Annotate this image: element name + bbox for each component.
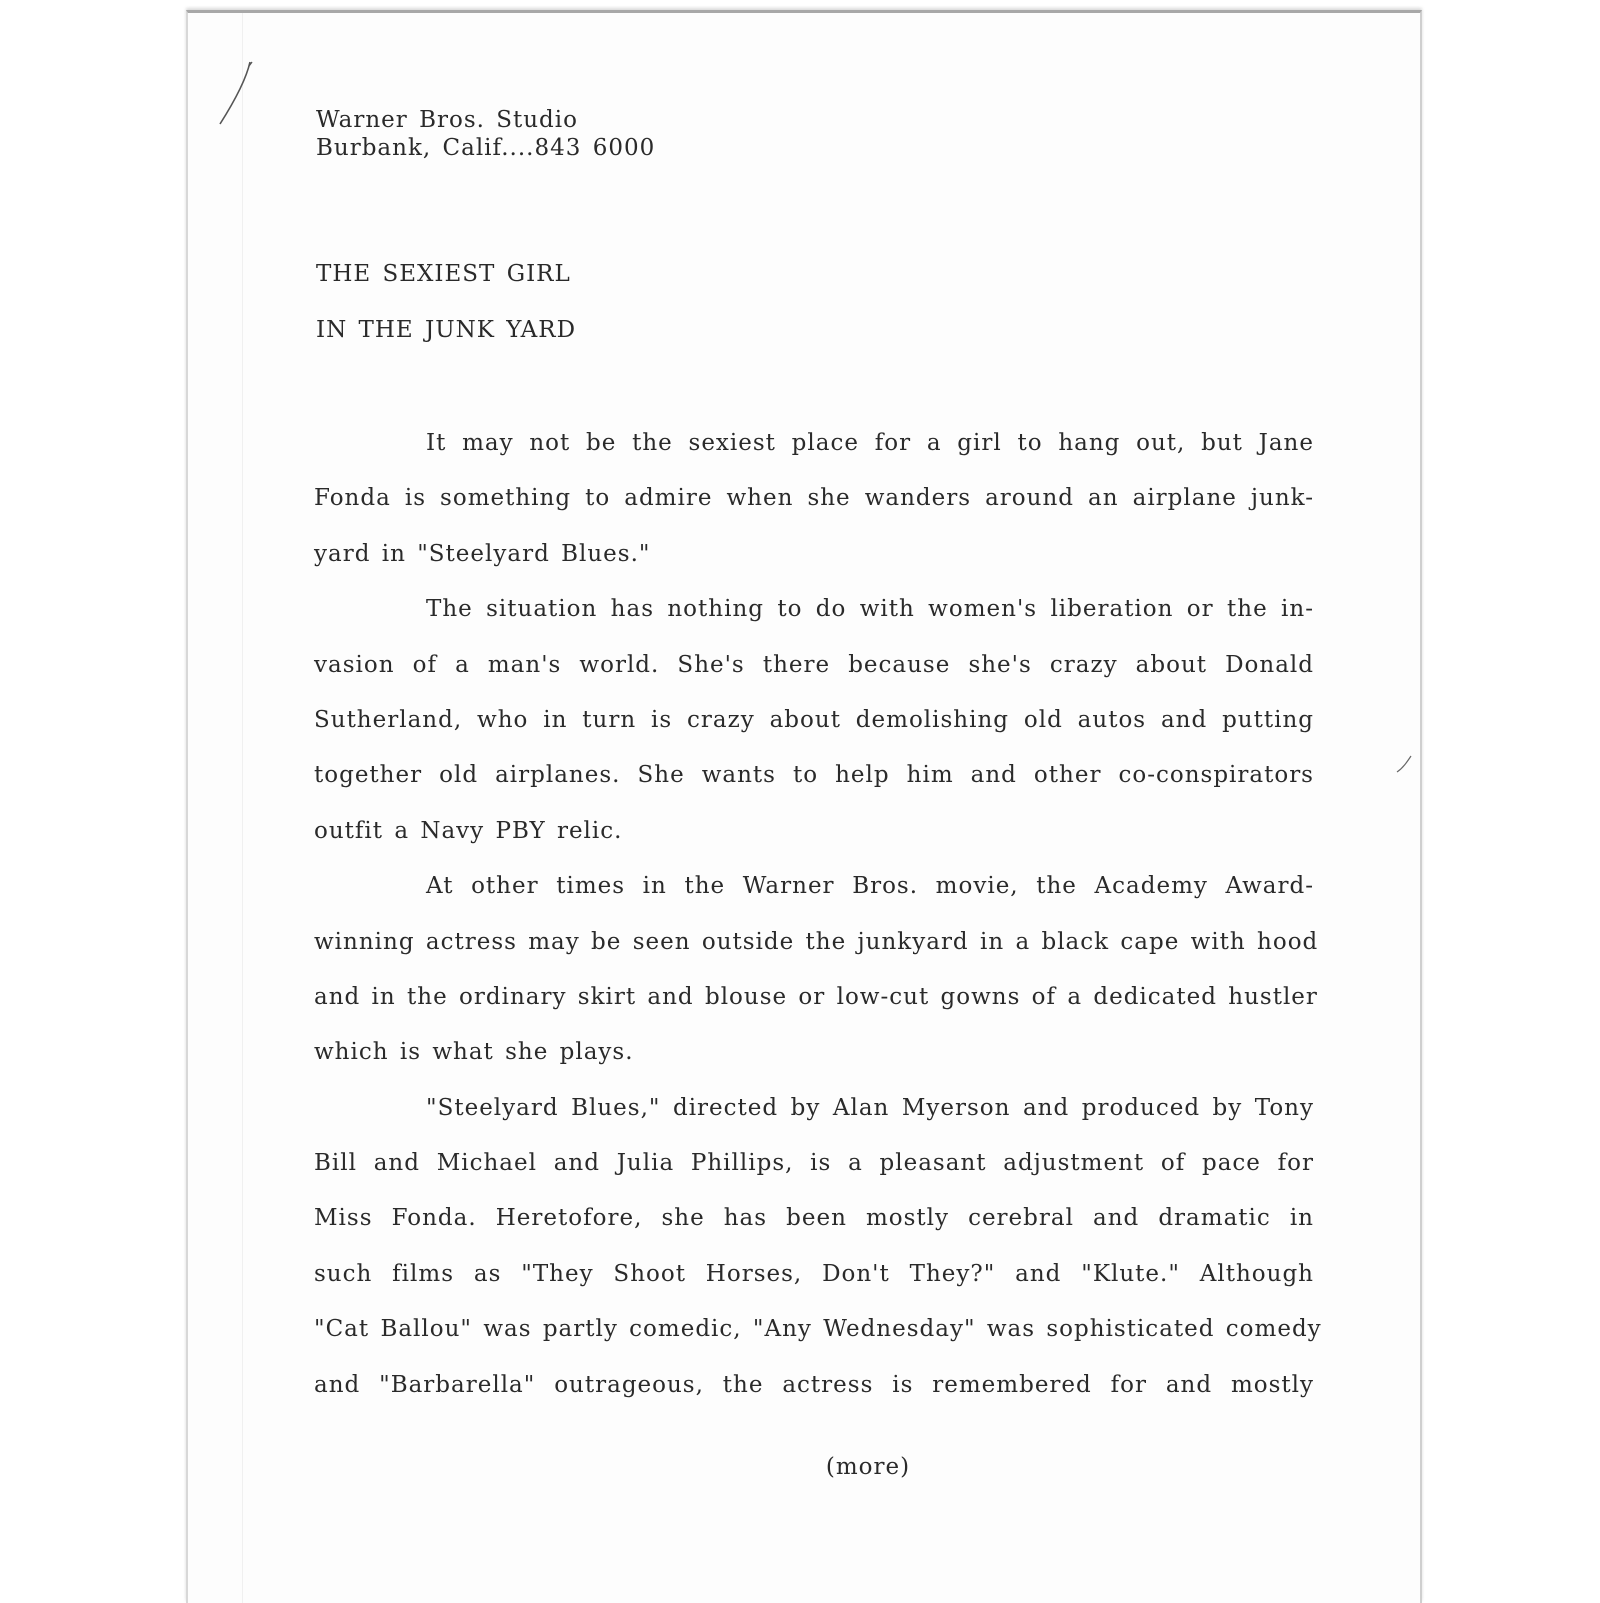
continuation-marker: (more): [825, 1454, 911, 1480]
body-line: "Cat Ballou" was partly comedic, "Any Wednesday" was sophisticated comedy: [314, 1316, 1322, 1343]
headline-line-1: THE SEXIEST GIRL: [316, 261, 571, 287]
headline: [316, 259, 576, 371]
body-line: "Steelyard Blues," directed by Alan Myerson and produced by Tony: [426, 1094, 1314, 1121]
body-line: and "Barbarella" outrageous, the actress is remembered for and mostly: [314, 1371, 1314, 1398]
letterhead: [316, 106, 655, 162]
body-line: yard in "Steelyard Blues.": [314, 540, 651, 567]
body-line: Fonda is something to admire when she wanders around an airplane junk-: [314, 485, 1314, 512]
paper-crease: [242, 13, 243, 1603]
body-line: together old airplanes. She wants to help him and other co-conspirators: [314, 762, 1314, 789]
body-line: vasion of a man's world. She's there because she's crazy about Donald: [314, 651, 1314, 678]
studio-name: Warner Bros. Studio: [316, 107, 578, 133]
body-line: At other times in the Warner Bros. movie, the Academy Award-: [426, 873, 1314, 900]
body-line: winning actress may be seen outside the junkyard in a black cape with hood: [314, 928, 1319, 955]
body-line: Bill and Michael and Julia Phillips, is a pleasant adjustment of pace for: [314, 1150, 1314, 1177]
body-line: such films as "They Shoot Horses, Don't They?" and "Klute." Although: [314, 1260, 1314, 1287]
body-line: It may not be the sexiest place for a girl to hang out, but Jane: [426, 430, 1314, 456]
article-body: [314, 428, 1322, 1425]
body-line: Miss Fonda. Heretofore, she has been mostly cerebral and dramatic in: [314, 1205, 1314, 1232]
body-line: The situation has nothing to do with women's liberation or the in-: [426, 596, 1314, 623]
studio-location: Burbank, Calif....843 6000: [316, 135, 656, 161]
body-line: and in the ordinary skirt and blouse or low-cut gowns of a dedicated hustler: [314, 983, 1318, 1010]
body-line: which is what she plays.: [314, 1039, 634, 1066]
pen-tick-icon: [1395, 754, 1415, 776]
body-line: Sutherland, who in turn is crazy about demolishing old autos and putting: [314, 706, 1314, 733]
pen-mark-icon: [216, 60, 256, 130]
body-line: outfit a Navy PBY relic.: [314, 817, 623, 844]
headline-line-2: IN THE JUNK YARD: [316, 317, 577, 343]
